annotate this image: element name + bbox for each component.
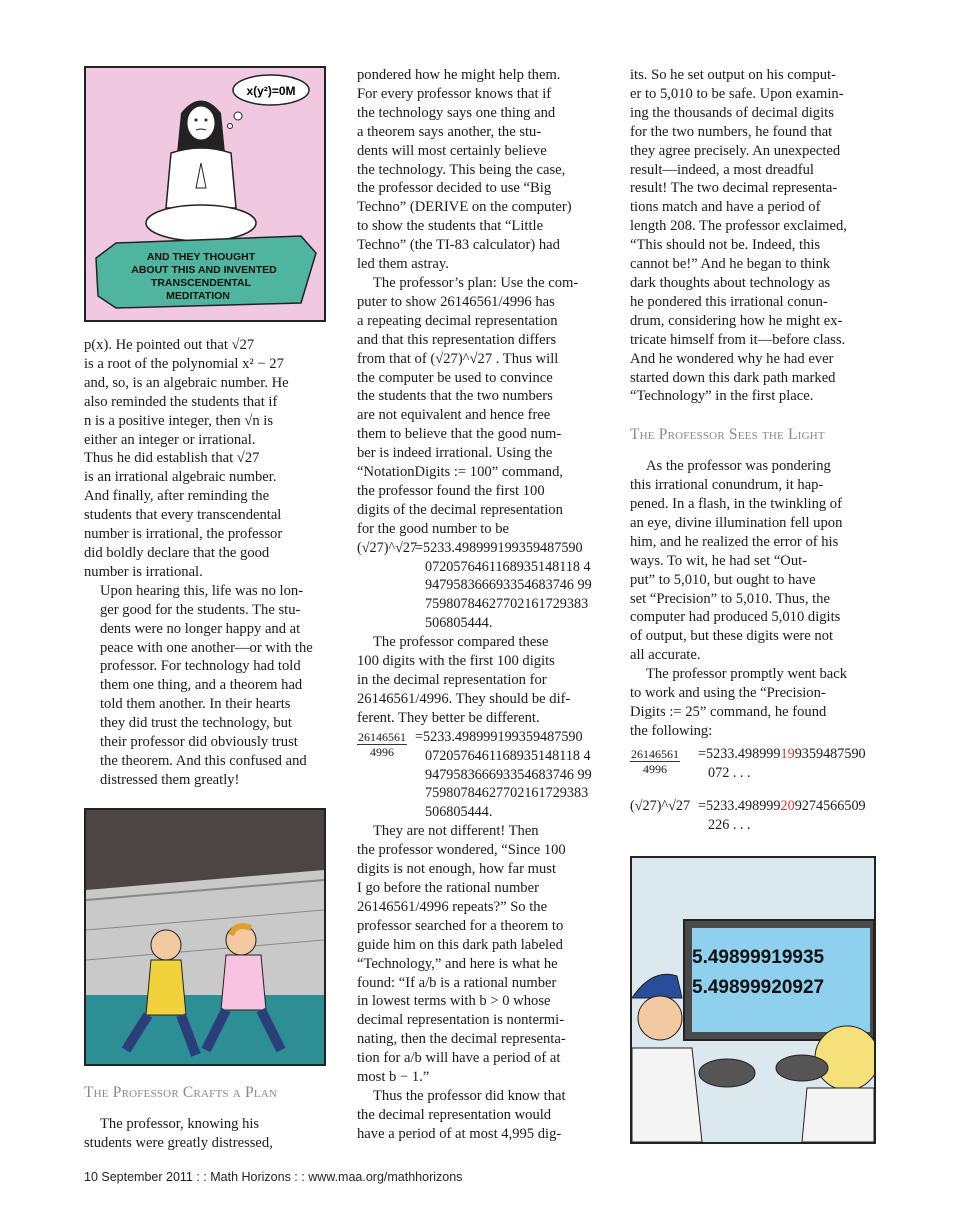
banner-line-1: AND THEY THOUGHT [146,251,256,263]
col2-paragraph-4: They are not different! Then the professor wondered, “Since 100 digits is not enough, how far must I go before the rational number 26146561/4996 repeats?” So the professor searched for a theorem to guide him on this dark path labeled “Technology,” and here is what he found: “If a/b is a rational number in lowest terms with b > 0 whose decimal representation is nontermi- nating, then the decimal representa- tion for a/b will have a period of at most b − 1.” [357,823,566,1086]
column-3 [630,66,876,1144]
screen-line-1: 5.49899919935 [692,947,825,969]
col1-paragraph-1: p(x). He pointed out that √27 is a root of the polynomial x² − 27 and, so, is an algebraic number. He also reminded the students that if n is a positive integer, then √n is either an integer or irrational. Thus he did establish that √27 is an irrational algebraic number. And finally, after reminding the students that every transcendental number is irrational, the professor did boldly declare that the good number is irrational. [84,337,289,580]
running-students-drawing [86,810,324,1064]
screen-line-2: 5.49899920927 [692,977,825,999]
col2-paragraph-1: pondered how he might help them. For every professor knows that if the technology says one thing and a theorem says another, the stu- dents will most certainly believe the technology. This being the case, the professor decided to use “Big Techno” (DERIVE on the computer) to show the students that “Little Techno” (the TI-83 calculator) had led them astray. [357,67,572,273]
meditation-illustration [84,66,326,322]
section-heading-crafts-plan: The Professor Crafts a Plan [84,1083,278,1101]
running-students-illustration [84,808,326,1066]
meditation-drawing [86,68,324,320]
col1-paragraph-2: Upon hearing this, life was no lon- ger good for the students. The stu- dents were no longer happy and at peace with one another—or with the professor. For technology had told them one thing, and a theorem had told them another. In their hearts they did trust the technology, but their professor did obviously trust the theorem. And this confused and distressed them greatly! [100,582,313,788]
col2-paragraph-3: The professor compared these 100 digits with the first 100 digits in the decimal representation for 26146561/4996. They should be dif- ferent. They better be different. [357,634,571,726]
page-footer: 10 September 2011 : : Math Horizons : : www.maa.org/mathhorizons [84,1170,463,1184]
banner-line-4: MEDITATION [166,290,230,302]
col1-paragraph-3: The professor, knowing his students were greatly distressed, [84,1115,273,1151]
computer-illustration [630,856,876,1144]
column-1 [84,66,334,1152]
col2-paragraph-5: Thus the professor did know that the decimal representation would have a period of at most 4,995 dig- [357,1087,566,1142]
column-2 [357,66,605,1144]
col2-paragraph-2: The professor’s plan: Use the com- puter to show 26146561/4996 has a repeating decimal representation and that this representation differs from that of (√27)^√27 . Thus will the computer be used to convince the students that the two numbers are not equivalent and hence free them to believe that the good num- ber is indeed irrational. Using the “NotationDigits := 100” command, the professor found the first 100 digits of the decimal representation for the good number to be [357,274,579,537]
section-heading-sees-light: The Professor Sees the Light [630,426,825,444]
differing-digits: 20 [780,797,795,814]
col3-paragraph-2: As the professor was pondering this irrational conundrum, it hap- pened. In a flash, in the twinkling of an eye, divine illumination fell upon him, and he realized the error of his ways. To wit, he had set “Out- put” to 5,010, but ought to have set “Precision” to 5,010. Thus, the computer had produced 5,010 digits of output, but these digits were not all accurate. [630,458,843,664]
computer-drawing [632,858,874,1142]
equation-good-number-100: (√27)^√27 =5233.498999199359487590 0720576461168935148118 4 947958366693354683746 99 75980784627702161729383 506805444. [357,539,592,632]
banner-line-3: TRANSCENDENTAL [150,277,252,289]
col3-paragraph-3: The professor promptly went back to work and using the “Precision- Digits := 25” command, he found the following: [630,666,848,739]
col3-paragraph-1: its. So he set output on his comput- er to 5,010 to be safe. Upon examin- ing the thousands of decimal digits for the two numbers, he found that they agree precisely. An unexpected result—indeed, a most dreadful result! The two decimal representa- tions match and have a period of length 208. The professor exclaimed, “This should not be. Indeed, this cannot be!” And he began to think dark thoughts about technology as he pondered this irrational conun- drum, considering how he might ex- tricate himself from it—before class. And he wondered why he had ever started down this dark path marked “Technology” in the first place. [630,67,847,405]
fraction: $\frac{26146561}{4996}$ [358,729,406,759]
differing-digits: 19 [780,745,795,762]
equation-good-number-precision: (√27)^√27 =5233.498999209274566509 226 . . . [630,797,866,833]
equation-rational-100: $\frac{26146561}{4996}$ =5233.498999199359487590 0720576461168935148118 4 947958366693354683746 99 75980784627702161729383 506805444. [358,728,592,821]
fraction: $\frac{26146561}{4996}$ [631,746,679,776]
equation-rational-precision: $\frac{26146561}{4996}$ =5233.498999199359487590 072 . . . [631,745,866,781]
bubble-text: x(y²)=0M [246,84,296,98]
banner-line-2: ABOUT THIS AND INVENTED [131,264,277,276]
